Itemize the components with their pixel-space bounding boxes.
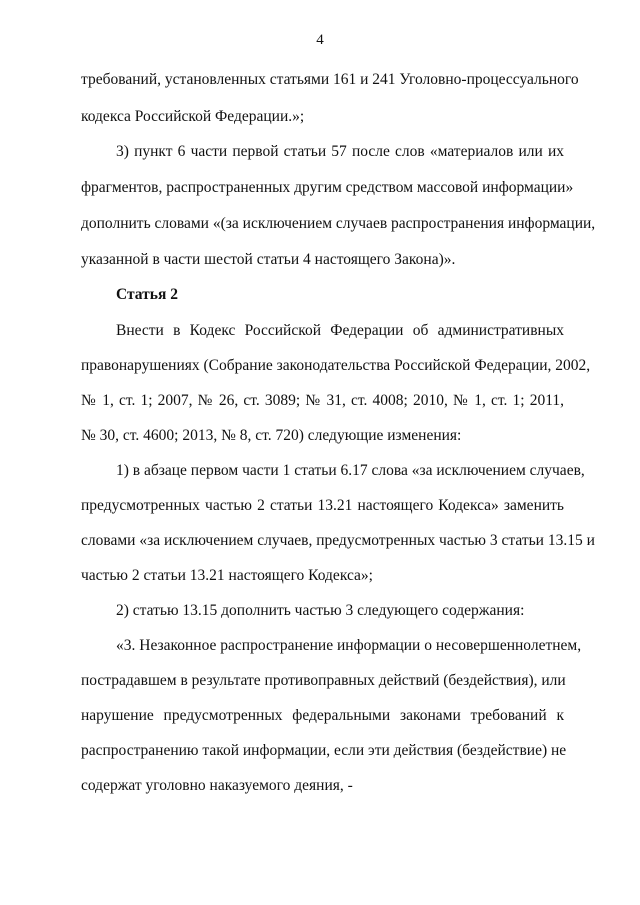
text-line-20: распространению такой информации, если эти действия (бездействие) не: [81, 742, 567, 759]
text-line-3: 3) пункт 6 части первой статьи 57 после слов «материалов или их: [116, 143, 564, 160]
text-line-4: фрагментов, распространенных другим средством массовой информации»: [81, 179, 574, 196]
text-line-2: кодекса Российской Федерации.»;: [81, 108, 305, 125]
text-line-9: правонарушениях (Собрание законодательства Российской Федерации, 2002,: [81, 357, 591, 374]
text-line-13: предусмотренных частью 2 статьи 13.21 настоящего Кодекса» заменить: [81, 497, 564, 514]
page-number: 4: [316, 32, 324, 48]
text-line-15: частью 2 статьи 13.21 настоящего Кодекса»;: [81, 567, 373, 584]
text-line-14: словами «за исключением случаев, предусмотренных частью 3 статьи 13.15 и: [81, 532, 595, 549]
text-line-8: Внести в Кодекс Российской Федерации об административных: [116, 322, 564, 339]
text-line-16: 2) статью 13.15 дополнить частью 3 следующего содержания:: [116, 602, 525, 619]
text-line-18: пострадавшем в результате противоправных действий (бездействия), или: [81, 672, 566, 689]
text-line-17: «3. Незаконное распространение информации о несовершеннолетнем,: [116, 637, 582, 654]
text-line-19: нарушение предусмотренных федеральными законами требований к: [81, 707, 564, 724]
text-line-10: № 1, ст. 1; 2007, № 26, ст. 3089; № 31, ст. 4008; 2010, № 1, ст. 1; 2011,: [81, 392, 564, 409]
text-line-12: 1) в абзаце первом части 1 статьи 6.17 слова «за исключением случаев,: [116, 462, 585, 479]
text-line-5: дополнить словами «(за исключением случаев распространения информации,: [81, 215, 596, 232]
text-line-21: содержат уголовно наказуемого деяния, -: [81, 777, 353, 794]
text-line-6: указанной в части шестой статьи 4 настоящего Закона)».: [81, 251, 456, 268]
text-line-11: № 30, ст. 4600; 2013, № 8, ст. 720) следующие изменения:: [81, 427, 462, 444]
article-heading: Статья 2: [116, 286, 178, 303]
text-line-1: требований, установленных статьями 161 и 241 Уголовно-процессуального: [81, 71, 579, 88]
